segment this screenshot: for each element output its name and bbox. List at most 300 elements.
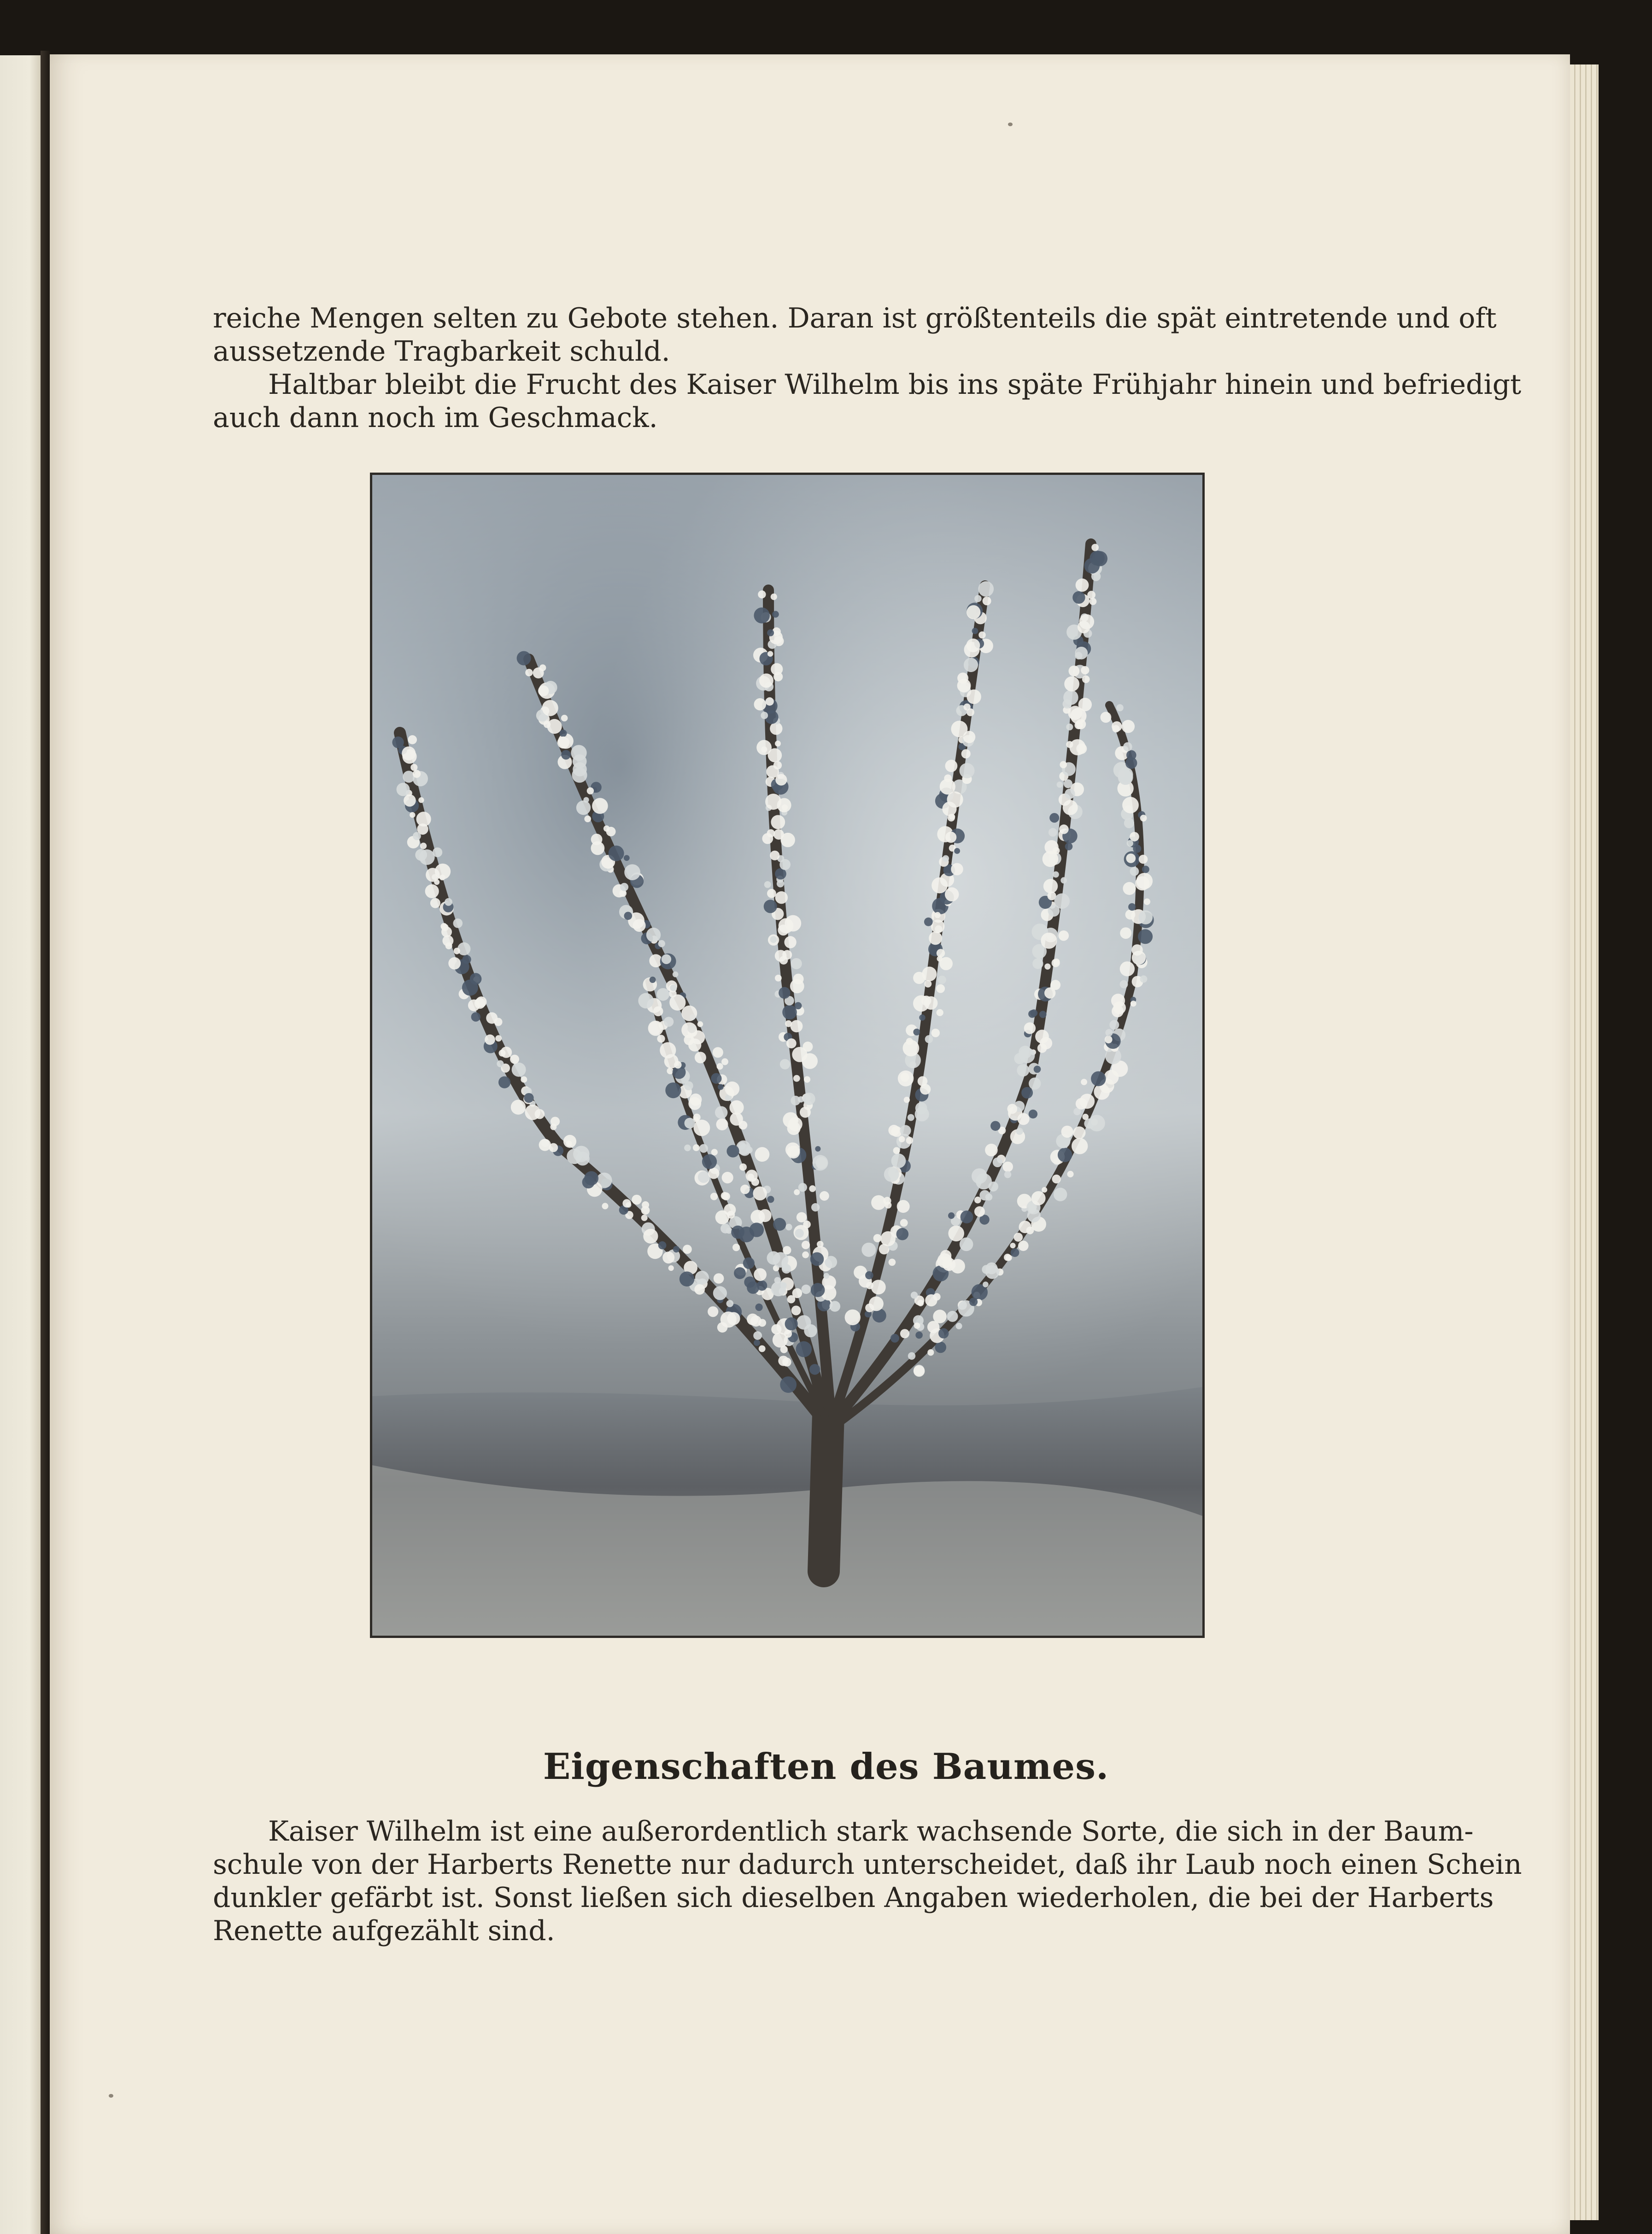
blossom <box>743 1257 755 1269</box>
blossom <box>684 1145 691 1152</box>
blossom <box>726 1300 734 1307</box>
blossom <box>650 977 656 983</box>
blossom <box>802 1252 809 1258</box>
blossom <box>893 1147 900 1154</box>
left-page-edge <box>0 55 42 2234</box>
blossom <box>710 1193 718 1200</box>
blossom <box>803 1093 815 1105</box>
blossom <box>1037 1043 1047 1053</box>
blossom <box>660 1042 676 1059</box>
blossom <box>779 987 790 999</box>
blossom <box>943 855 949 862</box>
blossom <box>699 1144 708 1153</box>
text-line: Haltbar bleibt die Frucht des Kaiser Wilhelm bis ins späte Frühjahr hinein und befriedigt <box>268 368 1522 401</box>
blossom <box>813 1155 828 1170</box>
blossom <box>727 1312 740 1325</box>
blossom <box>937 1009 943 1016</box>
blossom <box>708 1306 718 1317</box>
blossom <box>694 1120 710 1136</box>
blossom <box>435 864 451 879</box>
blossom <box>793 1075 800 1082</box>
blossom <box>1076 579 1089 592</box>
blossom <box>755 1147 770 1162</box>
blossom <box>410 812 415 818</box>
blossom <box>1016 1128 1023 1135</box>
blossom <box>415 849 427 861</box>
blossom <box>784 936 796 948</box>
blossom <box>785 1317 798 1330</box>
blossom <box>453 918 463 928</box>
text-line: auch dann noch im Geschmack. <box>213 402 658 434</box>
blossom <box>797 1212 807 1222</box>
blossom <box>764 900 777 913</box>
blossom <box>771 1281 786 1296</box>
blossom <box>920 1084 931 1094</box>
blossom <box>820 1191 829 1201</box>
blossom <box>770 936 777 943</box>
blossom <box>713 1047 723 1058</box>
blossom <box>721 1224 730 1234</box>
blossom <box>711 1073 721 1084</box>
blossom <box>734 1267 746 1279</box>
blossom <box>729 1100 744 1115</box>
blossom <box>533 667 544 678</box>
blossom <box>785 1224 792 1230</box>
blossom <box>425 884 439 898</box>
blossom <box>632 1195 642 1205</box>
blossom <box>817 1241 824 1248</box>
blossom <box>1120 980 1128 988</box>
blossom <box>780 1059 790 1069</box>
blossom <box>1125 910 1136 920</box>
blossom <box>782 1357 791 1367</box>
blossom <box>724 1204 736 1216</box>
blossom <box>1127 840 1133 847</box>
blossom <box>413 832 421 840</box>
blossom <box>761 712 768 719</box>
blossom <box>1075 647 1088 660</box>
blossom <box>1089 1115 1105 1131</box>
blossom <box>783 1246 791 1254</box>
blossom <box>914 1322 920 1329</box>
blossom <box>869 1297 884 1311</box>
blossom <box>1130 867 1139 876</box>
blossom <box>985 1144 998 1157</box>
blossom <box>392 737 404 748</box>
blossom <box>1063 690 1078 705</box>
blossom <box>787 1122 801 1135</box>
blossom <box>738 1142 745 1149</box>
paper-speck <box>1008 123 1013 126</box>
blossom <box>795 1229 804 1238</box>
blossom <box>773 1218 786 1231</box>
blossom <box>657 1035 665 1043</box>
blossom <box>718 1084 724 1090</box>
blossom <box>1069 739 1085 755</box>
blossom <box>542 700 558 716</box>
blossom <box>1123 882 1136 895</box>
blossom <box>1111 994 1125 1007</box>
blossom <box>1043 879 1058 893</box>
blossom <box>521 1076 527 1083</box>
blossom <box>780 1376 797 1393</box>
blossom <box>673 1246 680 1252</box>
blossom <box>845 1310 861 1325</box>
blossom <box>791 1020 803 1033</box>
blossom <box>1058 1148 1072 1162</box>
blossom <box>967 638 980 652</box>
blossom <box>756 1304 763 1311</box>
blossom <box>1011 1248 1019 1257</box>
blossom <box>922 967 937 982</box>
blossom <box>408 735 417 744</box>
blossom <box>1064 676 1079 691</box>
blossom <box>416 812 431 826</box>
blossom <box>1042 1187 1047 1193</box>
blossom <box>739 1164 747 1171</box>
blossom <box>944 774 952 782</box>
blossom <box>624 912 633 920</box>
blossom <box>964 658 978 672</box>
blossom <box>939 957 953 971</box>
blossom <box>1044 988 1055 999</box>
blossom <box>767 1251 780 1264</box>
blossom <box>888 1125 899 1136</box>
blossom <box>1123 742 1132 751</box>
blossom <box>697 1021 703 1027</box>
blossom <box>896 1228 909 1240</box>
blossom <box>732 1244 740 1251</box>
blossom <box>931 1029 940 1037</box>
blossom <box>787 1146 800 1158</box>
blossom <box>830 1301 841 1312</box>
blossom <box>1081 1079 1087 1085</box>
blossom <box>933 1293 941 1300</box>
blossom <box>873 1234 882 1242</box>
blossom <box>904 1097 910 1103</box>
blossom <box>658 940 665 947</box>
blossom <box>1116 704 1124 712</box>
blossom <box>967 690 981 704</box>
paragraph-3 <box>213 1815 1522 1947</box>
blossom <box>759 1345 766 1352</box>
blossom <box>782 1005 797 1020</box>
blossom <box>726 1145 739 1158</box>
blossom <box>884 1167 899 1182</box>
blossom <box>1120 927 1131 939</box>
tree-photograph <box>370 473 1205 1638</box>
blossom <box>969 1298 978 1306</box>
book-gutter <box>41 51 51 2234</box>
blossom <box>956 1323 962 1329</box>
blossom <box>1090 598 1097 605</box>
blossom <box>900 1219 908 1227</box>
blossom <box>512 1063 526 1077</box>
blossom <box>1021 1087 1033 1099</box>
blossom <box>603 825 610 832</box>
blossom <box>1122 797 1139 813</box>
blossom <box>587 787 594 794</box>
blossom <box>753 1331 762 1340</box>
blossom <box>795 1002 802 1010</box>
blossom <box>725 1082 739 1096</box>
blossom <box>721 1192 729 1200</box>
blossom <box>967 605 980 619</box>
blossom <box>988 1181 998 1192</box>
blossom <box>754 1268 767 1281</box>
blossom <box>983 1281 989 1287</box>
blossom <box>643 1229 658 1244</box>
blossom <box>584 816 591 823</box>
blossom <box>1142 866 1149 873</box>
blossom <box>803 1221 811 1228</box>
blossom <box>1131 944 1143 956</box>
blossom <box>711 1149 718 1155</box>
blossom <box>940 1250 952 1262</box>
blossom <box>1057 782 1063 788</box>
blossom <box>990 1121 1000 1131</box>
blossom <box>1072 1138 1088 1154</box>
blossom <box>702 1154 717 1169</box>
blossom <box>525 1105 540 1120</box>
blossom <box>1091 1071 1106 1086</box>
blossom <box>791 1306 801 1316</box>
blossom <box>714 1273 724 1284</box>
blossom <box>695 1052 706 1063</box>
blossom <box>1126 750 1136 760</box>
blossom <box>1010 1243 1015 1248</box>
blossom <box>761 747 767 753</box>
blossom <box>1029 1110 1037 1118</box>
blossom <box>779 859 791 870</box>
paragraph-2 <box>213 368 1522 434</box>
blossom <box>758 591 766 598</box>
blossom <box>767 629 774 636</box>
blossom <box>471 1012 480 1022</box>
blossom <box>866 1282 873 1289</box>
blossom <box>811 1283 825 1297</box>
blossom <box>919 1014 925 1020</box>
blossom <box>566 1140 572 1146</box>
blossom <box>810 1252 824 1266</box>
blossom <box>961 1211 973 1223</box>
blossom <box>938 976 946 984</box>
blossom <box>1067 1171 1073 1177</box>
blossom <box>454 948 460 954</box>
blossom <box>681 1022 697 1038</box>
blossom <box>900 1329 909 1338</box>
blossom <box>1139 910 1153 924</box>
text-line: schule von der Harberts Renette nur dadurch unterscheidet, daß ihr Laub noch einen Schein <box>213 1848 1522 1881</box>
blossom <box>557 737 569 749</box>
blossom <box>794 1189 800 1195</box>
blossom <box>974 595 981 602</box>
blossom <box>1079 614 1095 630</box>
blossom <box>983 597 991 605</box>
blossom <box>871 1280 886 1294</box>
blossom <box>715 1106 727 1119</box>
blossom <box>871 1195 886 1210</box>
blossom <box>1101 712 1112 723</box>
blossom <box>1034 1066 1041 1073</box>
paper-speck <box>109 2094 113 2098</box>
blossom <box>1131 1000 1136 1006</box>
blossom <box>1017 1064 1029 1076</box>
blossom <box>758 1319 766 1327</box>
blossom <box>397 783 410 796</box>
blossom <box>683 1245 692 1254</box>
blossom <box>1082 1114 1089 1120</box>
blossom <box>1054 893 1070 909</box>
blossom <box>768 748 782 762</box>
blossom <box>538 685 549 696</box>
blossom <box>497 1060 504 1067</box>
blossom <box>890 1334 899 1343</box>
blossom <box>1031 1191 1046 1205</box>
blossom <box>1140 815 1147 822</box>
blossom <box>1044 964 1050 970</box>
blossom <box>624 855 630 861</box>
blossom <box>972 628 978 634</box>
blossom <box>771 594 777 600</box>
blossom <box>1109 1020 1119 1030</box>
blossom <box>1135 876 1149 890</box>
blossom <box>642 1201 649 1209</box>
blossom <box>510 1055 519 1064</box>
blossom <box>924 980 931 988</box>
blossom <box>1039 1011 1047 1018</box>
edge-shadow <box>1599 55 1652 2234</box>
blossom <box>746 1146 752 1153</box>
blossom <box>880 1231 896 1246</box>
blossom <box>1004 1254 1011 1261</box>
blossom <box>775 891 788 904</box>
blossom <box>656 988 669 1001</box>
blossom <box>664 1017 674 1027</box>
blossom <box>1069 666 1080 677</box>
blossom <box>641 1215 648 1221</box>
blossom <box>811 1203 820 1211</box>
blossom <box>771 663 783 675</box>
blossom <box>865 1271 873 1280</box>
blossom <box>945 760 958 772</box>
blossom <box>899 1136 905 1142</box>
blossom <box>1122 720 1135 733</box>
blossom <box>883 1197 891 1205</box>
blossom <box>698 1171 709 1183</box>
blossom <box>914 1365 925 1377</box>
blossom <box>591 834 603 845</box>
blossom <box>779 918 794 933</box>
blossom <box>448 957 461 970</box>
text-line: Renette aufgezählt sind. <box>213 1915 555 1947</box>
blossom <box>767 651 773 656</box>
paragraph-1 <box>213 302 1497 368</box>
blossom <box>791 1096 800 1105</box>
blossom <box>410 764 417 771</box>
blossom <box>1140 976 1147 983</box>
blossom <box>517 651 531 666</box>
blossom <box>646 928 661 942</box>
blossom <box>784 1330 792 1338</box>
blossom <box>716 1118 728 1130</box>
blossom <box>1076 1098 1087 1110</box>
blossom <box>1073 1126 1085 1139</box>
blossom <box>792 1288 803 1298</box>
blossom <box>1081 666 1089 674</box>
blossom <box>1043 851 1059 867</box>
blossom <box>765 794 781 810</box>
blossom <box>1078 698 1092 711</box>
blossom <box>903 1040 920 1057</box>
blossom <box>1032 958 1043 969</box>
blossom <box>861 1243 876 1257</box>
blossom <box>906 1137 914 1144</box>
blossom <box>1019 1221 1031 1233</box>
blossom <box>777 880 784 887</box>
blossom <box>731 1226 744 1239</box>
blossom <box>974 1206 985 1217</box>
blossom <box>908 1114 914 1121</box>
blossom <box>433 848 442 857</box>
blossom <box>947 1311 958 1322</box>
blossom <box>798 1183 807 1192</box>
blossom <box>561 715 568 722</box>
blossom <box>695 1271 709 1285</box>
blossom <box>957 673 968 684</box>
blossom <box>693 1114 701 1121</box>
blossom <box>935 1342 946 1353</box>
blossom <box>1053 871 1059 878</box>
blossom <box>685 1118 695 1129</box>
blossom <box>717 1063 723 1070</box>
blossom <box>670 985 676 991</box>
blossom <box>1138 929 1153 944</box>
blossom <box>809 1185 816 1192</box>
blossom <box>622 1199 631 1207</box>
blossom <box>694 1284 705 1295</box>
blossom <box>713 1286 727 1300</box>
blossom <box>766 697 774 706</box>
blossom <box>420 842 427 849</box>
blossom <box>475 998 486 1009</box>
blossom <box>937 949 945 957</box>
text-line: Kaiser Wilhelm ist eine außerordentlich stark wachsende Sorte, die sich in der Baum- <box>268 1815 1474 1848</box>
blossom <box>498 1076 510 1088</box>
blossom <box>1060 877 1067 883</box>
blossom <box>960 763 975 778</box>
blossom <box>948 1226 964 1242</box>
blossom <box>804 1324 817 1337</box>
blossom <box>802 1285 811 1294</box>
blossom <box>759 673 773 688</box>
blossom <box>891 1153 906 1168</box>
blossom <box>993 1158 1002 1167</box>
blossom <box>775 975 782 982</box>
blossom <box>539 1139 551 1151</box>
blossom <box>668 1265 674 1271</box>
blossom <box>1087 591 1095 599</box>
blossom <box>764 881 771 888</box>
blossom <box>927 1349 934 1356</box>
blossom <box>624 864 640 880</box>
blossom <box>1053 959 1060 965</box>
blossom <box>1061 1126 1073 1138</box>
blossom <box>1060 761 1067 768</box>
blossom <box>753 1187 767 1200</box>
blossom <box>961 749 971 758</box>
blossom <box>775 741 781 747</box>
